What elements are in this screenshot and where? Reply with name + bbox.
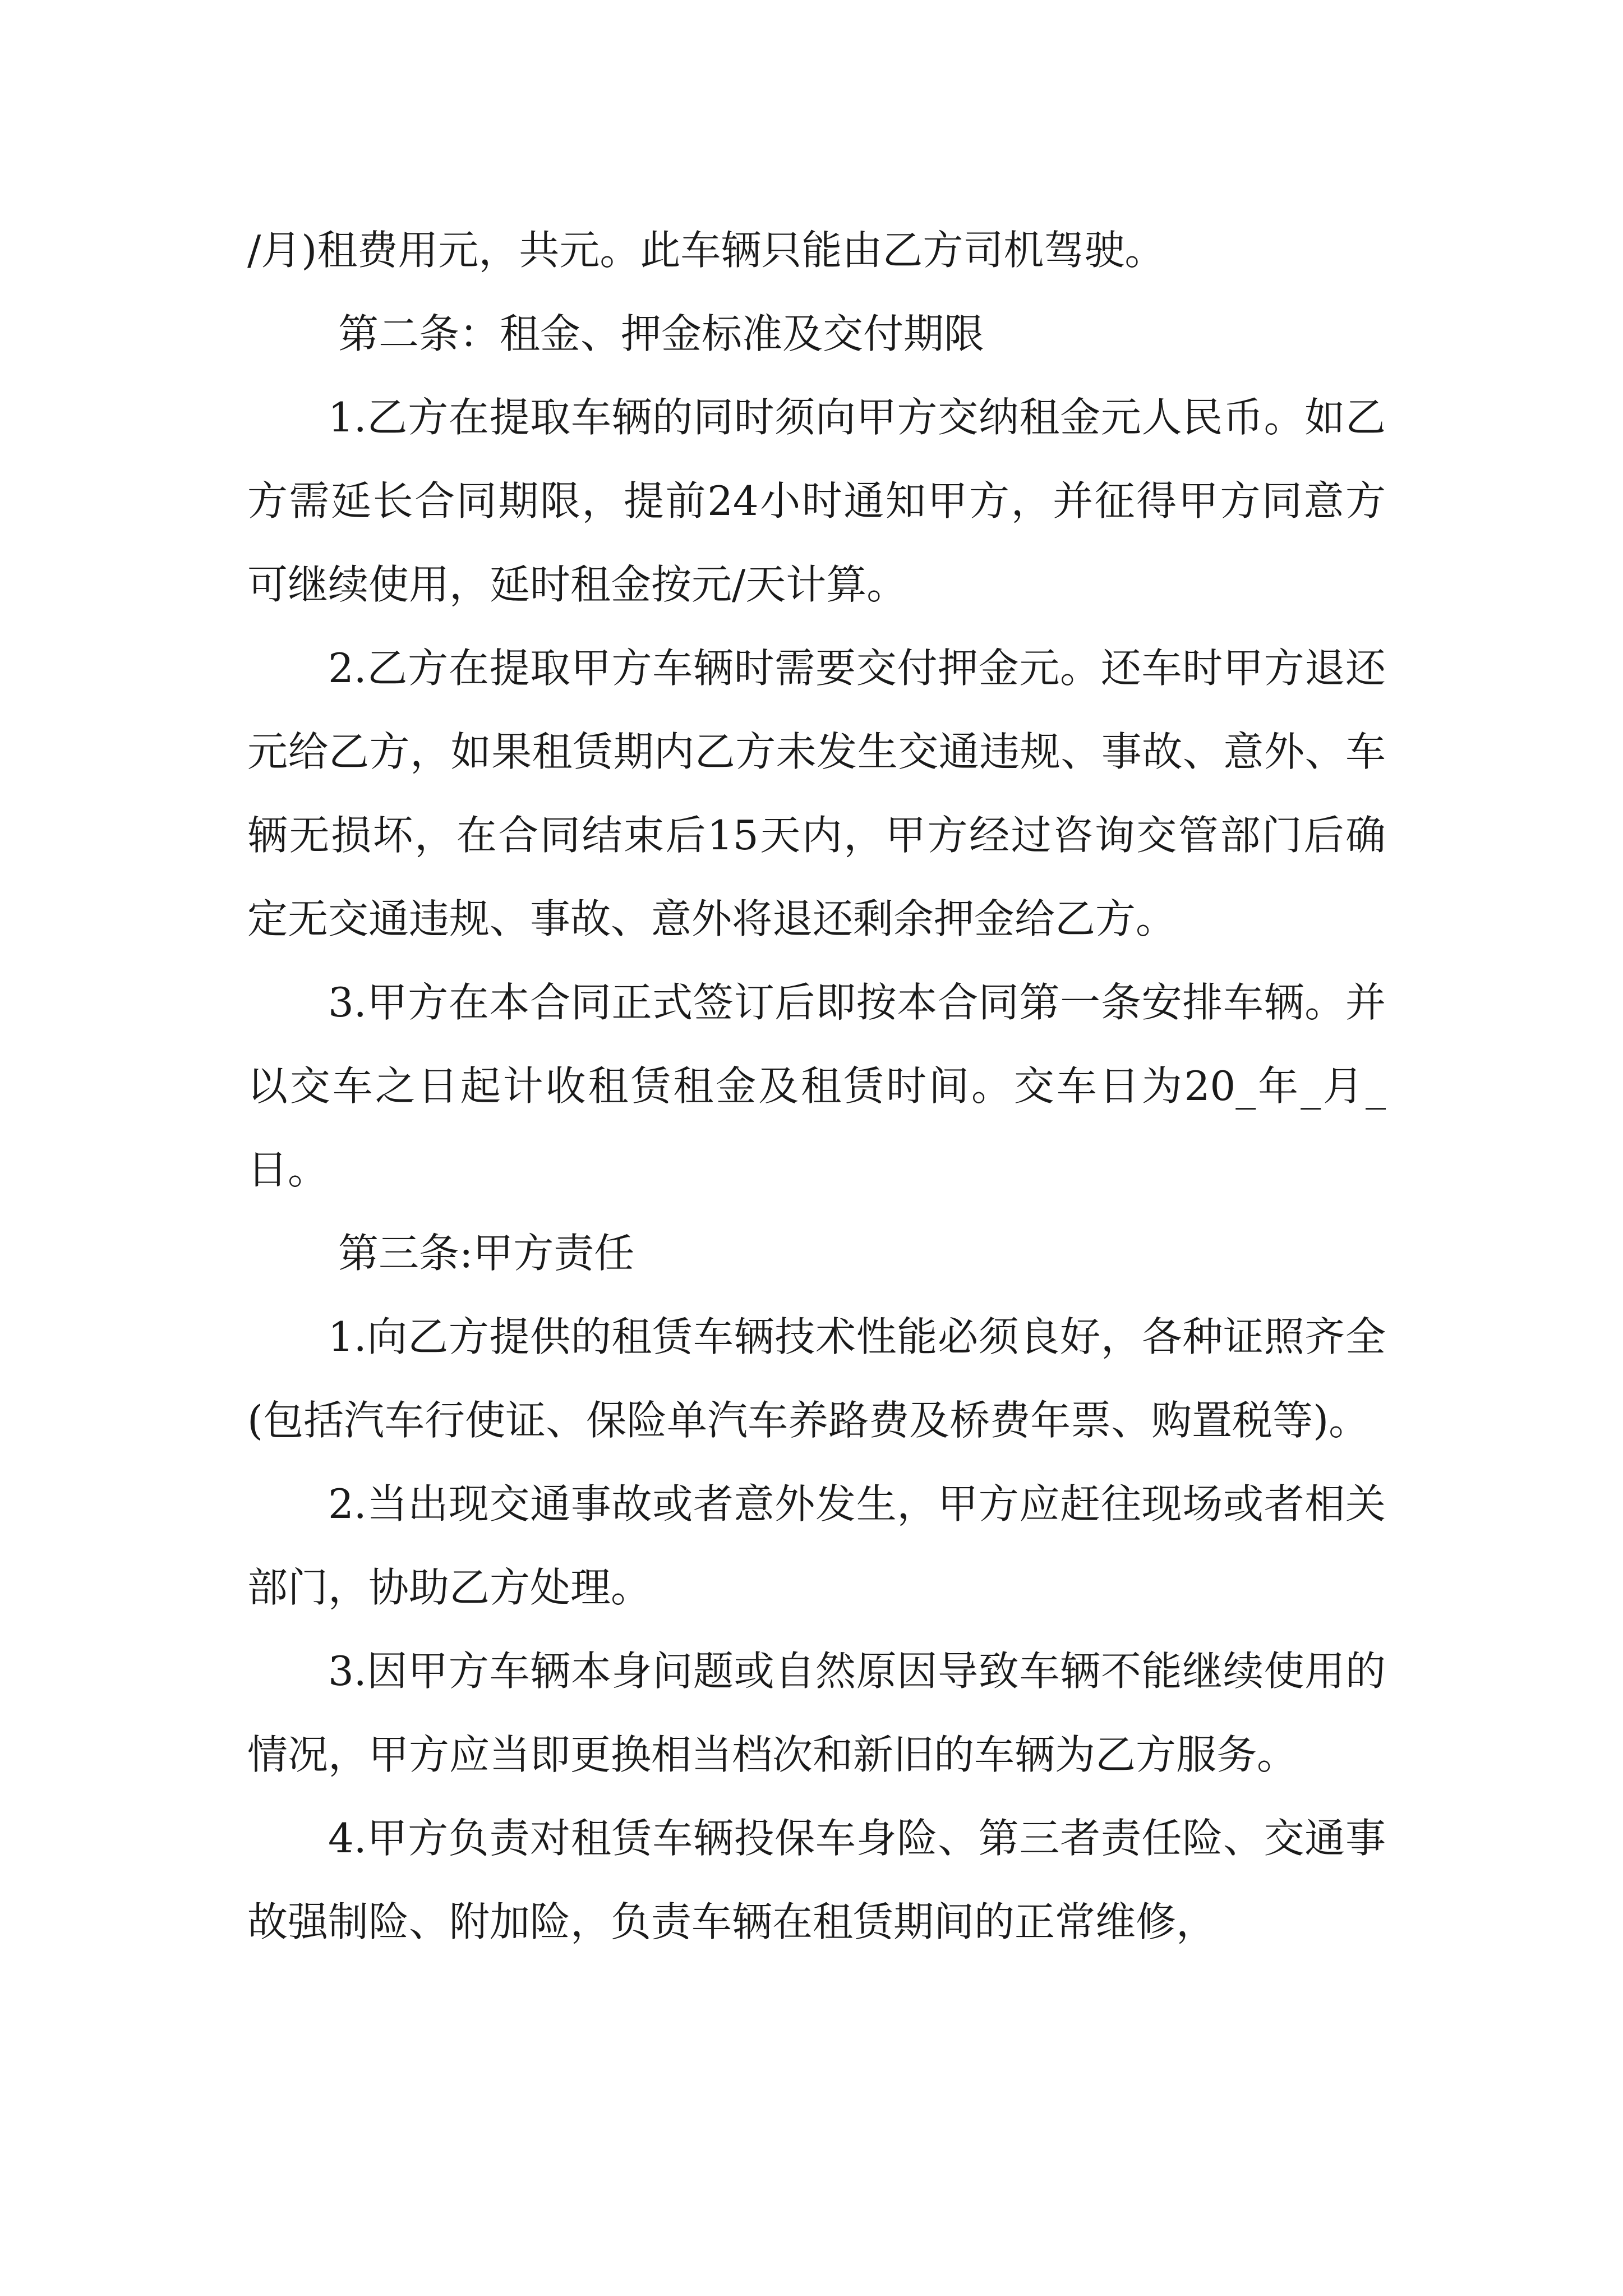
- paragraph-deposit: 2.乙方在提取甲方车辆时需要交付押金元。还车时甲方退还元给乙方，如果租赁期内乙方未发生交通违规、事故、意外、车辆无损坏，在合同结束后15天内，甲方经过咨询交管部门后确定无交通违规、事故、意外将退还剩余押金给乙方。: [247, 645, 1386, 942]
- document-body: [247, 209, 1386, 1964]
- paragraph-accident-assistance: 2.当出现交通事故或者意外发生，甲方应赶往现场或者相关部门，协助乙方处理。: [247, 1480, 1386, 1611]
- heading-article-2: 第二条：租金、押金标准及交付期限: [338, 310, 985, 357]
- paragraph-rent-fee-continuation: /月)租费用元，共元。此车辆只能由乙方司机驾驶。: [247, 227, 1165, 274]
- paragraph-rent-payment: 1.乙方在提取车辆的同时须向甲方交纳租金元人民币。如乙方需延长合同期限，提前24小时通知甲方，并征得甲方同意方可继续使用，延时租金按元/天计算。: [247, 394, 1386, 608]
- paragraph-vehicle-replacement: 3.因甲方车辆本身问题或自然原因导致车辆不能继续使用的情况，甲方应当即更换相当档次和新旧的车辆为乙方服务。: [247, 1648, 1386, 1778]
- heading-article-3: 第三条:甲方责任: [338, 1230, 635, 1277]
- paragraph-vehicle-condition: 1.向乙方提供的租赁车辆技术性能必须良好，各种证照齐全(包括汽车行使证、保险单汽车养路费及桥费年票、购置税等)。: [247, 1313, 1386, 1444]
- paragraph-insurance-maintenance: 4.甲方负责对租赁车辆投保车身险、第三者责任险、交通事故强制险、附加险，负责车辆在租赁期间的正常维修，: [247, 1815, 1386, 1945]
- paragraph-vehicle-delivery: 3.甲方在本合同正式签订后即按本合同第一条安排车辆。并以交车之日起计收租赁租金及租赁时间。交车日为20_年_月_日。: [247, 979, 1386, 1193]
